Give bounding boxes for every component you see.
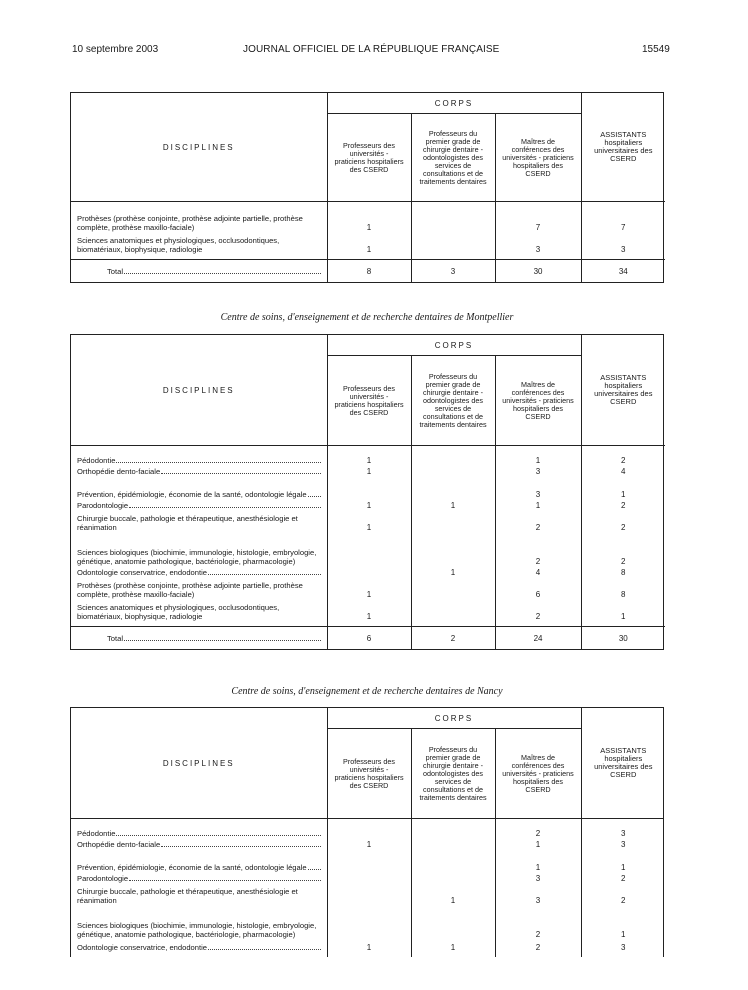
total-value: 34 — [581, 260, 665, 283]
table-nancy — [70, 707, 664, 957]
row-value — [411, 577, 495, 599]
disciplines-header: DISCIPLINES — [71, 335, 327, 446]
row-value: 3 — [581, 838, 664, 849]
row-value: 3 — [581, 939, 664, 952]
row-value: 1 — [581, 849, 664, 872]
table-row — [71, 849, 664, 872]
row-value — [327, 849, 411, 872]
total-label: Total — [107, 266, 124, 276]
row-value — [411, 476, 495, 499]
row-value: 1 — [327, 939, 411, 952]
row-value: 1 — [411, 883, 495, 905]
total-row — [71, 260, 665, 283]
table-row — [71, 905, 664, 939]
table-row — [71, 827, 664, 838]
row-value: 2 — [495, 905, 581, 939]
row-label: Prévention, épidémiologie, économie de la santé, odontologie légale — [77, 862, 307, 872]
corps-header: CORPS — [327, 335, 581, 356]
col-header-1: Professeurs des universités - praticiens hospitaliers des CSERD — [327, 729, 411, 819]
col-assistants-header: ASSISTANTS hospitaliers universitaires des CSERD — [581, 335, 665, 446]
table-row — [71, 210, 665, 232]
row-value: 3 — [581, 827, 664, 838]
row-label: Odontologie conservatrice, endodontie — [77, 567, 208, 577]
header-title: JOURNAL OFFICIEL DE LA RÉPUBLIQUE FRANÇAISE — [243, 44, 500, 55]
row-value: 1 — [411, 499, 495, 510]
table-row — [71, 532, 665, 566]
table-row — [71, 510, 665, 532]
total-value: 30 — [581, 627, 665, 650]
col-header-1: Professeurs des universités - praticiens hospitaliers des CSERD — [327, 356, 411, 446]
table-row — [71, 599, 665, 621]
row-label: Parodontologie — [77, 500, 129, 510]
row-value — [411, 532, 495, 566]
col-header-2: Professeurs du premier grade de chirurgie dentaire - odontologistes des services de consultations et de traitements dentaires — [411, 356, 495, 446]
row-value: 7 — [581, 210, 665, 232]
row-value — [411, 210, 495, 232]
row-value: 1 — [327, 838, 411, 849]
total-value: 2 — [411, 627, 495, 650]
row-value — [411, 454, 495, 465]
col-assistants-header: ASSISTANTS hospitaliers universitaires des CSERD — [581, 93, 665, 202]
row-value: 1 — [581, 905, 664, 939]
row-value — [411, 838, 495, 849]
col-header-2: Professeurs du premier grade de chirurgie dentaire - odontologistes des services de consultations et de traitements dentaires — [411, 729, 495, 819]
table-row — [71, 232, 665, 254]
table-row — [71, 577, 665, 599]
header-page-number: 15549 — [642, 44, 670, 55]
col-header-2: Professeurs du premier grade de chirurgie dentaire - odontologistes des services de consultations et de traitements dentaires — [411, 114, 495, 202]
row-value: 1 — [495, 838, 581, 849]
row-value: 3 — [495, 476, 581, 499]
table-row — [71, 499, 665, 510]
row-value — [411, 827, 495, 838]
col-header-3: Maîtres de conférences des universités - praticiens hospitaliers des CSERD — [495, 356, 581, 446]
row-label: Chirurgie buccale, pathologie et thérapeutique, anesthésiologie et réanimation — [77, 513, 298, 532]
row-value: 2 — [495, 532, 581, 566]
disciplines-header: DISCIPLINES — [71, 93, 327, 202]
col-header-1: Professeurs des universités - praticiens hospitaliers des CSERD — [327, 114, 411, 202]
row-value — [411, 599, 495, 621]
row-value: 1 — [411, 939, 495, 952]
row-value: 1 — [327, 577, 411, 599]
table-row — [71, 454, 665, 465]
row-label: Orthopédie dento-faciale — [77, 466, 161, 476]
row-value: 4 — [495, 566, 581, 577]
row-label: Prothèses (prothèse conjointe, prothèse adjointe partielle, prothèse complète, prothèse maxillo-faciale) — [77, 213, 303, 232]
total-value: 30 — [495, 260, 581, 283]
caption-nancy: Centre de soins, d'enseignement et de recherche dentaires de Nancy — [231, 686, 503, 697]
row-value — [327, 566, 411, 577]
table-1 — [70, 92, 664, 283]
disciplines-header: DISCIPLINES — [71, 708, 327, 819]
row-label: Sciences biologiques (biochimie, immunologie, histologie, embryologie, génétique, anatomie pathologique, bactériologie, pharmacologie) — [77, 920, 317, 939]
row-value: 8 — [581, 577, 665, 599]
table-row — [71, 883, 664, 905]
row-value: 7 — [495, 210, 581, 232]
row-value: 2 — [581, 499, 665, 510]
row-value — [327, 872, 411, 883]
row-value: 3 — [495, 465, 581, 476]
header-date: 10 septembre 2003 — [72, 44, 159, 55]
row-label: Sciences biologiques (biochimie, immunologie, histologie, embryologie, génétique, anatomie pathologique, bactériologie, pharmacologie) — [77, 547, 317, 566]
row-value: 2 — [495, 510, 581, 532]
row-value: 3 — [495, 883, 581, 905]
total-row — [71, 627, 665, 650]
row-value: 6 — [495, 577, 581, 599]
row-value: 1 — [581, 476, 665, 499]
table-row — [71, 566, 665, 577]
row-value: 1 — [581, 599, 665, 621]
row-value: 3 — [495, 232, 581, 254]
row-label: Pédodontie — [77, 455, 116, 465]
row-value: 2 — [581, 872, 664, 883]
row-value — [411, 232, 495, 254]
row-value: 2 — [581, 510, 665, 532]
row-label: Sciences anatomiques et physiologiques, occlusodontiques, biomatériaux, biophysique, radiologie — [77, 235, 280, 254]
row-value — [411, 510, 495, 532]
total-value: 24 — [495, 627, 581, 650]
col-header-3: Maîtres de conférences des universités - praticiens hospitaliers des CSERD — [495, 114, 581, 202]
row-value — [327, 532, 411, 566]
corps-header: CORPS — [327, 93, 581, 114]
row-label: Prothèses (prothèse conjointe, prothèse adjointe partielle, prothèse complète, prothèse maxillo-faciale) — [77, 580, 303, 599]
row-value: 3 — [581, 232, 665, 254]
row-value: 4 — [581, 465, 665, 476]
row-value — [327, 905, 411, 939]
table-row — [71, 465, 665, 476]
caption-montpellier: Centre de soins, d'enseignement et de recherche dentaires de Montpellier — [220, 312, 514, 323]
total-value: 6 — [327, 627, 411, 650]
row-value: 8 — [581, 566, 665, 577]
row-value: 2 — [495, 939, 581, 952]
row-value: 1 — [327, 465, 411, 476]
row-value — [327, 883, 411, 905]
row-value — [411, 465, 495, 476]
row-value — [411, 872, 495, 883]
total-label: Total — [107, 633, 124, 643]
row-value — [411, 905, 495, 939]
row-value — [327, 476, 411, 499]
table-row — [71, 939, 664, 952]
row-label: Parodontologie — [77, 873, 129, 883]
table-montpellier — [70, 334, 664, 650]
row-value: 2 — [581, 454, 665, 465]
row-value: 2 — [495, 827, 581, 838]
table-row — [71, 476, 665, 499]
row-value: 1 — [327, 599, 411, 621]
row-label: Sciences anatomiques et physiologiques, occlusodontiques, biomatériaux, biophysique, radiologie — [77, 602, 280, 621]
col-assistants-header: ASSISTANTS hospitaliers universitaires des CSERD — [581, 708, 664, 819]
col-header-3: Maîtres de conférences des universités - praticiens hospitaliers des CSERD — [495, 729, 581, 819]
row-value: 2 — [581, 883, 664, 905]
row-value — [411, 849, 495, 872]
table-row — [71, 838, 664, 849]
row-label: Prévention, épidémiologie, économie de la santé, odontologie légale — [77, 489, 307, 499]
row-value: 1 — [495, 454, 581, 465]
row-value: 1 — [327, 210, 411, 232]
table-row — [71, 872, 664, 883]
row-value: 1 — [327, 454, 411, 465]
row-value: 2 — [581, 532, 665, 566]
corps-header: CORPS — [327, 708, 581, 729]
row-label: Chirurgie buccale, pathologie et thérapeutique, anesthésiologie et réanimation — [77, 886, 298, 905]
row-value: 1 — [327, 499, 411, 510]
total-value: 3 — [411, 260, 495, 283]
row-value: 1 — [411, 566, 495, 577]
row-value: 1 — [495, 849, 581, 872]
total-value: 8 — [327, 260, 411, 283]
row-label: Orthopédie dento-faciale — [77, 839, 161, 849]
row-label: Pédodontie — [77, 828, 116, 838]
row-value: 2 — [495, 599, 581, 621]
row-value: 1 — [327, 232, 411, 254]
row-value — [327, 827, 411, 838]
row-value: 1 — [327, 510, 411, 532]
row-value: 1 — [495, 499, 581, 510]
row-value: 3 — [495, 872, 581, 883]
row-label: Odontologie conservatrice, endodontie — [77, 942, 208, 952]
